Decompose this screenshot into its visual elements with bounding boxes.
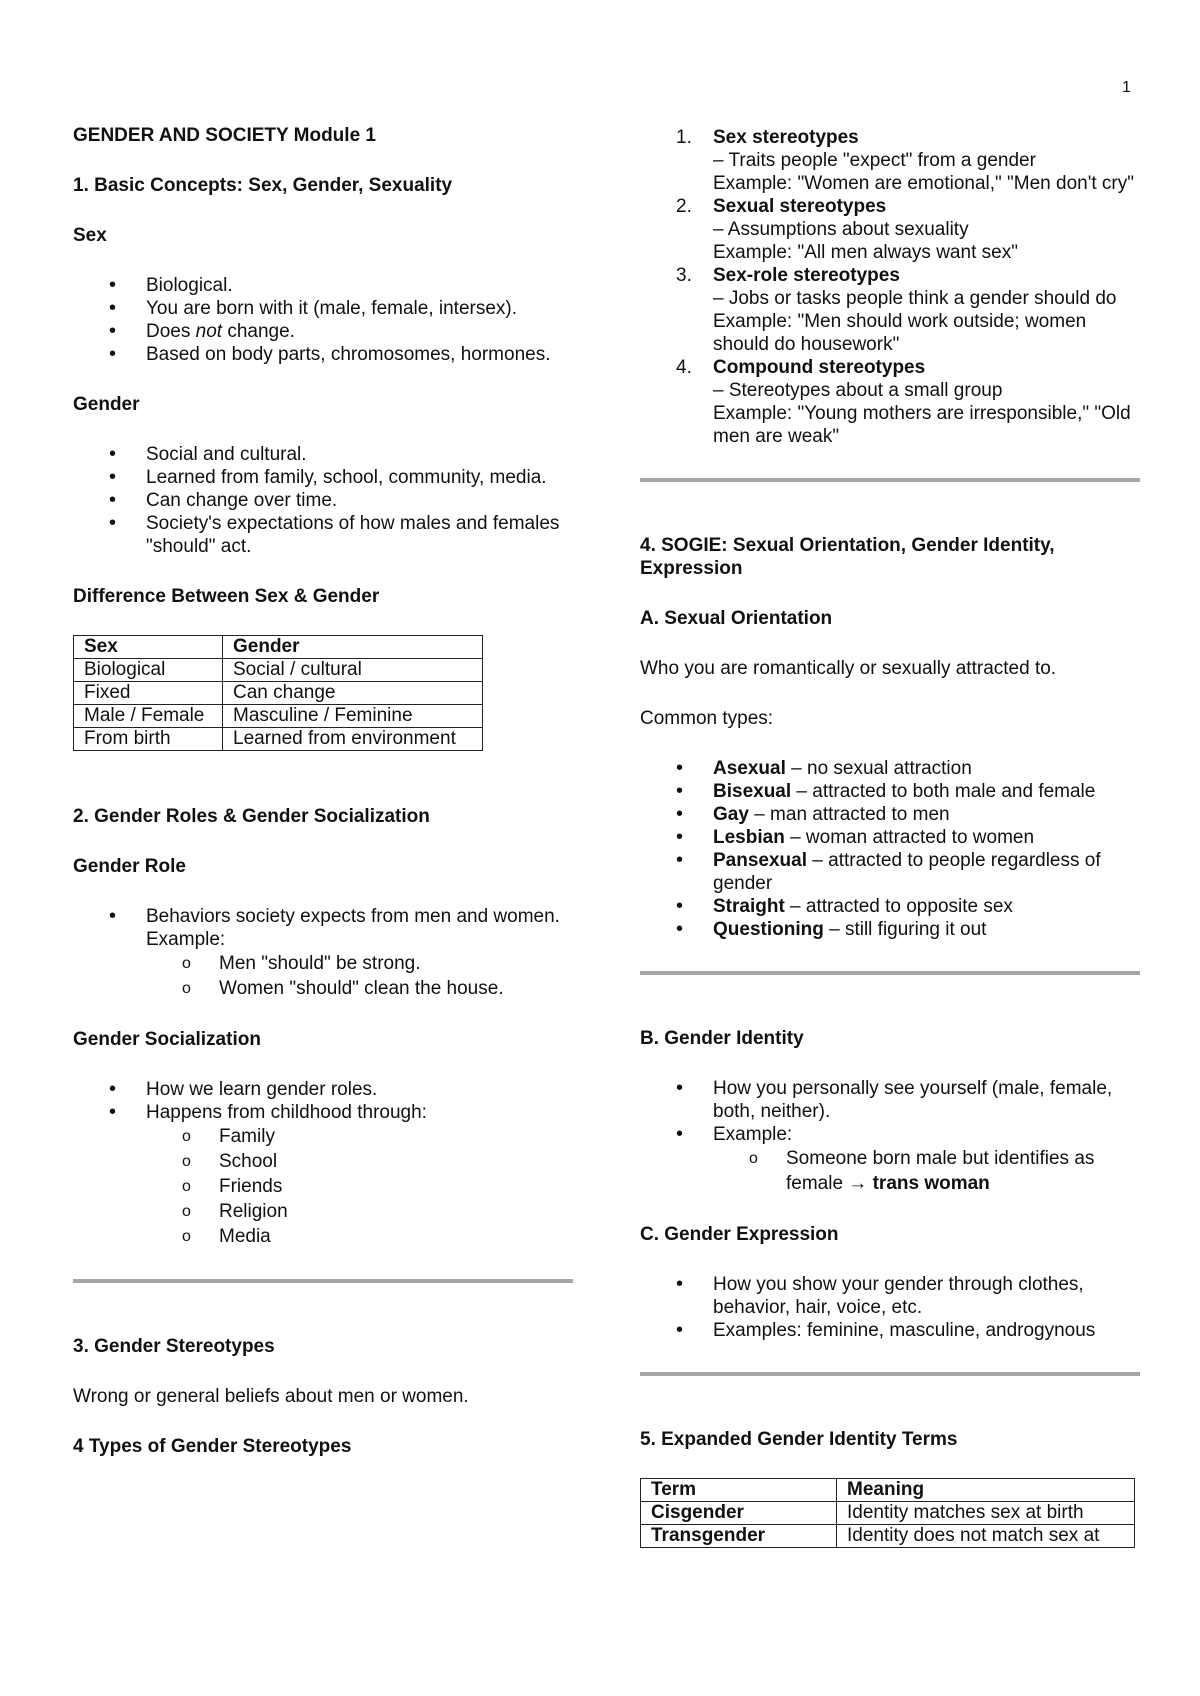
difference-heading: Difference Between Sex & Gender (73, 586, 380, 607)
list-item (640, 264, 1140, 356)
emphasis-term: trans woman (872, 1173, 990, 1194)
term: Lesbian (713, 827, 785, 848)
table-cell: Transgender (641, 1525, 837, 1548)
list-item: • You are born with it (male, female, intersex). (73, 297, 573, 320)
socialization-list (73, 1078, 573, 1249)
stereotype-types-list (640, 126, 1140, 448)
list-item-text: • Behaviors society expects from men and women. (146, 906, 560, 927)
document-title: GENDER AND SOCIETY Module 1 (73, 125, 376, 146)
list-item (73, 1101, 573, 1249)
gender-expression-list (640, 1273, 1140, 1342)
list-item (640, 803, 1140, 826)
list-item (640, 780, 1140, 803)
type-description: – Traits people "expect" from a gender (713, 150, 1036, 171)
gender-terms-table (640, 1478, 1135, 1548)
table-cell: Biological (74, 659, 223, 682)
list-item (640, 1123, 1140, 1196)
list-item-text: Does (146, 321, 196, 342)
table-row (74, 659, 483, 682)
table-header-row (641, 1479, 1135, 1502)
section-divider (640, 971, 1140, 975)
sub-list (146, 951, 573, 1001)
table-cell: Male / Female (74, 705, 223, 728)
list-item: • Learned from family, school, community, media. (73, 466, 573, 489)
type-description: – Assumptions about sexuality (713, 219, 969, 240)
left-column (73, 124, 573, 1485)
term-description: – man attracted to men (748, 804, 950, 825)
list-item-text: change. (222, 321, 295, 342)
list-item (640, 918, 1140, 941)
list-item: • How we learn gender roles. (73, 1078, 573, 1101)
sex-list (73, 274, 573, 366)
section-2-heading: 2. Gender Roles & Gender Socialization (73, 806, 430, 827)
section-4-heading: 4. SOGIE: Sexual Orientation, Gender Identity, Expression (640, 535, 1055, 579)
table-cell: Social / cultural (223, 659, 483, 682)
list-number: 3. (676, 265, 692, 286)
list-item: • Social and cultural. (73, 443, 573, 466)
term: Questioning (713, 919, 824, 940)
section-divider (640, 1372, 1140, 1376)
sub-list (146, 1124, 573, 1249)
gender-identity-list (640, 1077, 1140, 1196)
table-cell: Identity matches sex at birth (837, 1502, 1135, 1525)
type-title: Sex-role stereotypes (713, 265, 900, 286)
sub-list-item: o Women "should" clean the house. (146, 976, 573, 1001)
gender-role-heading: Gender Role (73, 856, 186, 877)
type-example: Example: "All men always want sex" (713, 242, 1018, 263)
list-number: 2. (676, 196, 692, 217)
term-description: – attracted to people regardless of gender (713, 850, 1101, 894)
gender-socialization-heading: Gender Socialization (73, 1029, 261, 1050)
list-item (73, 320, 573, 343)
list-item: • Based on body parts, chromosomes, hormones. (73, 343, 573, 366)
sub-item-text: Someone born male but identifies as female → (786, 1148, 1095, 1194)
table-header-cell: Term (641, 1479, 837, 1502)
gender-identity-heading: B. Gender Identity (640, 1028, 804, 1049)
example-label: • Example: (713, 1124, 793, 1145)
list-item (640, 195, 1140, 264)
table-cell: Can change (223, 682, 483, 705)
table-cell: Fixed (74, 682, 223, 705)
sub-list (713, 1146, 1140, 1196)
sub-list-item: o Family (146, 1124, 573, 1149)
type-description: – Stereotypes about a small group (713, 380, 1003, 401)
sex-heading: Sex (73, 225, 107, 246)
list-item (640, 757, 1140, 780)
list-item (640, 826, 1140, 849)
section-divider (640, 478, 1140, 482)
table-row (74, 682, 483, 705)
section-3-heading: 3. Gender Stereotypes (73, 1336, 275, 1357)
right-column (640, 126, 1140, 1575)
gender-expression-heading: C. Gender Expression (640, 1224, 839, 1245)
list-item: • Examples: feminine, masculine, androgynous (640, 1319, 1140, 1342)
term-description: – attracted to both male and female (791, 781, 1096, 802)
list-item (640, 849, 1140, 895)
section-1-heading: 1. Basic Concepts: Sex, Gender, Sexuality (73, 175, 453, 196)
orientation-definition: Who you are romantically or sexually attracted to. (640, 658, 1057, 679)
table-row (641, 1502, 1135, 1525)
list-number: 4. (676, 357, 692, 378)
sub-list-item: o Religion (146, 1199, 573, 1224)
table-row (74, 705, 483, 728)
section-5-heading: 5. Expanded Gender Identity Terms (640, 1429, 958, 1450)
emphasis-text: not (195, 321, 223, 342)
table-cell: Masculine / Feminine (223, 705, 483, 728)
term-description: – attracted to opposite sex (784, 896, 1013, 917)
type-example: Example: "Young mothers are irresponsible," "Old men are weak" (713, 403, 1131, 447)
type-title: Sexual stereotypes (713, 196, 887, 217)
list-item: • Society's expectations of how males and females "should" act. (73, 512, 573, 558)
list-item (640, 356, 1140, 448)
type-title: Sex stereotypes (713, 127, 859, 148)
table-header-cell: Meaning (837, 1479, 1135, 1502)
type-title: Compound stereotypes (713, 357, 926, 378)
list-item: • Biological. (73, 274, 573, 297)
common-types-label: Common types: (640, 708, 774, 729)
term: Straight (713, 896, 785, 917)
section-divider (73, 1279, 573, 1283)
term-description: – woman attracted to women (784, 827, 1035, 848)
list-item (640, 126, 1140, 195)
table-row (74, 728, 483, 751)
table-cell: Identity does not match sex at (837, 1525, 1135, 1548)
gender-heading: Gender (73, 394, 140, 415)
sexual-orientation-heading: A. Sexual Orientation (640, 608, 833, 629)
sex-gender-table (73, 635, 483, 751)
list-item: • Can change over time. (73, 489, 573, 512)
table-cell: Learned from environment (223, 728, 483, 751)
table-cell: From birth (74, 728, 223, 751)
list-item-text: • Happens from childhood through: (146, 1102, 427, 1123)
sub-list-item: o Men "should" be strong. (146, 951, 573, 976)
table-header-cell: Gender (223, 636, 483, 659)
type-description: – Jobs or tasks people think a gender should do (713, 288, 1117, 309)
term: Asexual (713, 758, 786, 779)
table-header-row (74, 636, 483, 659)
list-item (640, 895, 1140, 918)
list-item (73, 905, 573, 1001)
type-example: Example: "Men should work outside; women should do housework" (713, 311, 1087, 355)
list-item: • How you show your gender through clothes, behavior, hair, voice, etc. (640, 1273, 1140, 1319)
stereotypes-definition: Wrong or general beliefs about men or women. (73, 1386, 469, 1407)
table-header-cell: Sex (74, 636, 223, 659)
gender-role-list (73, 905, 573, 1001)
sub-list-item (713, 1146, 1140, 1196)
sub-list-item: o Friends (146, 1174, 573, 1199)
table-row (641, 1525, 1135, 1548)
type-example: Example: "Women are emotional," "Men don't cry" (713, 173, 1134, 194)
sub-list-item: o Media (146, 1224, 573, 1249)
table-cell: Cisgender (641, 1502, 837, 1525)
gender-list (73, 443, 573, 558)
term-description: – no sexual attraction (785, 758, 972, 779)
example-label: Example: (146, 929, 226, 950)
list-number: 1. (676, 127, 692, 148)
term: Bisexual (713, 781, 792, 802)
term: Pansexual (713, 850, 807, 871)
term-description: – still figuring it out (823, 919, 987, 940)
term: Gay (713, 804, 749, 825)
types-heading: 4 Types of Gender Stereotypes (73, 1436, 352, 1457)
orientation-list (640, 757, 1140, 941)
page-number: 1 (1122, 79, 1131, 96)
list-item: • How you personally see yourself (male, female, both, neither). (640, 1077, 1140, 1123)
sub-list-item: o School (146, 1149, 573, 1174)
